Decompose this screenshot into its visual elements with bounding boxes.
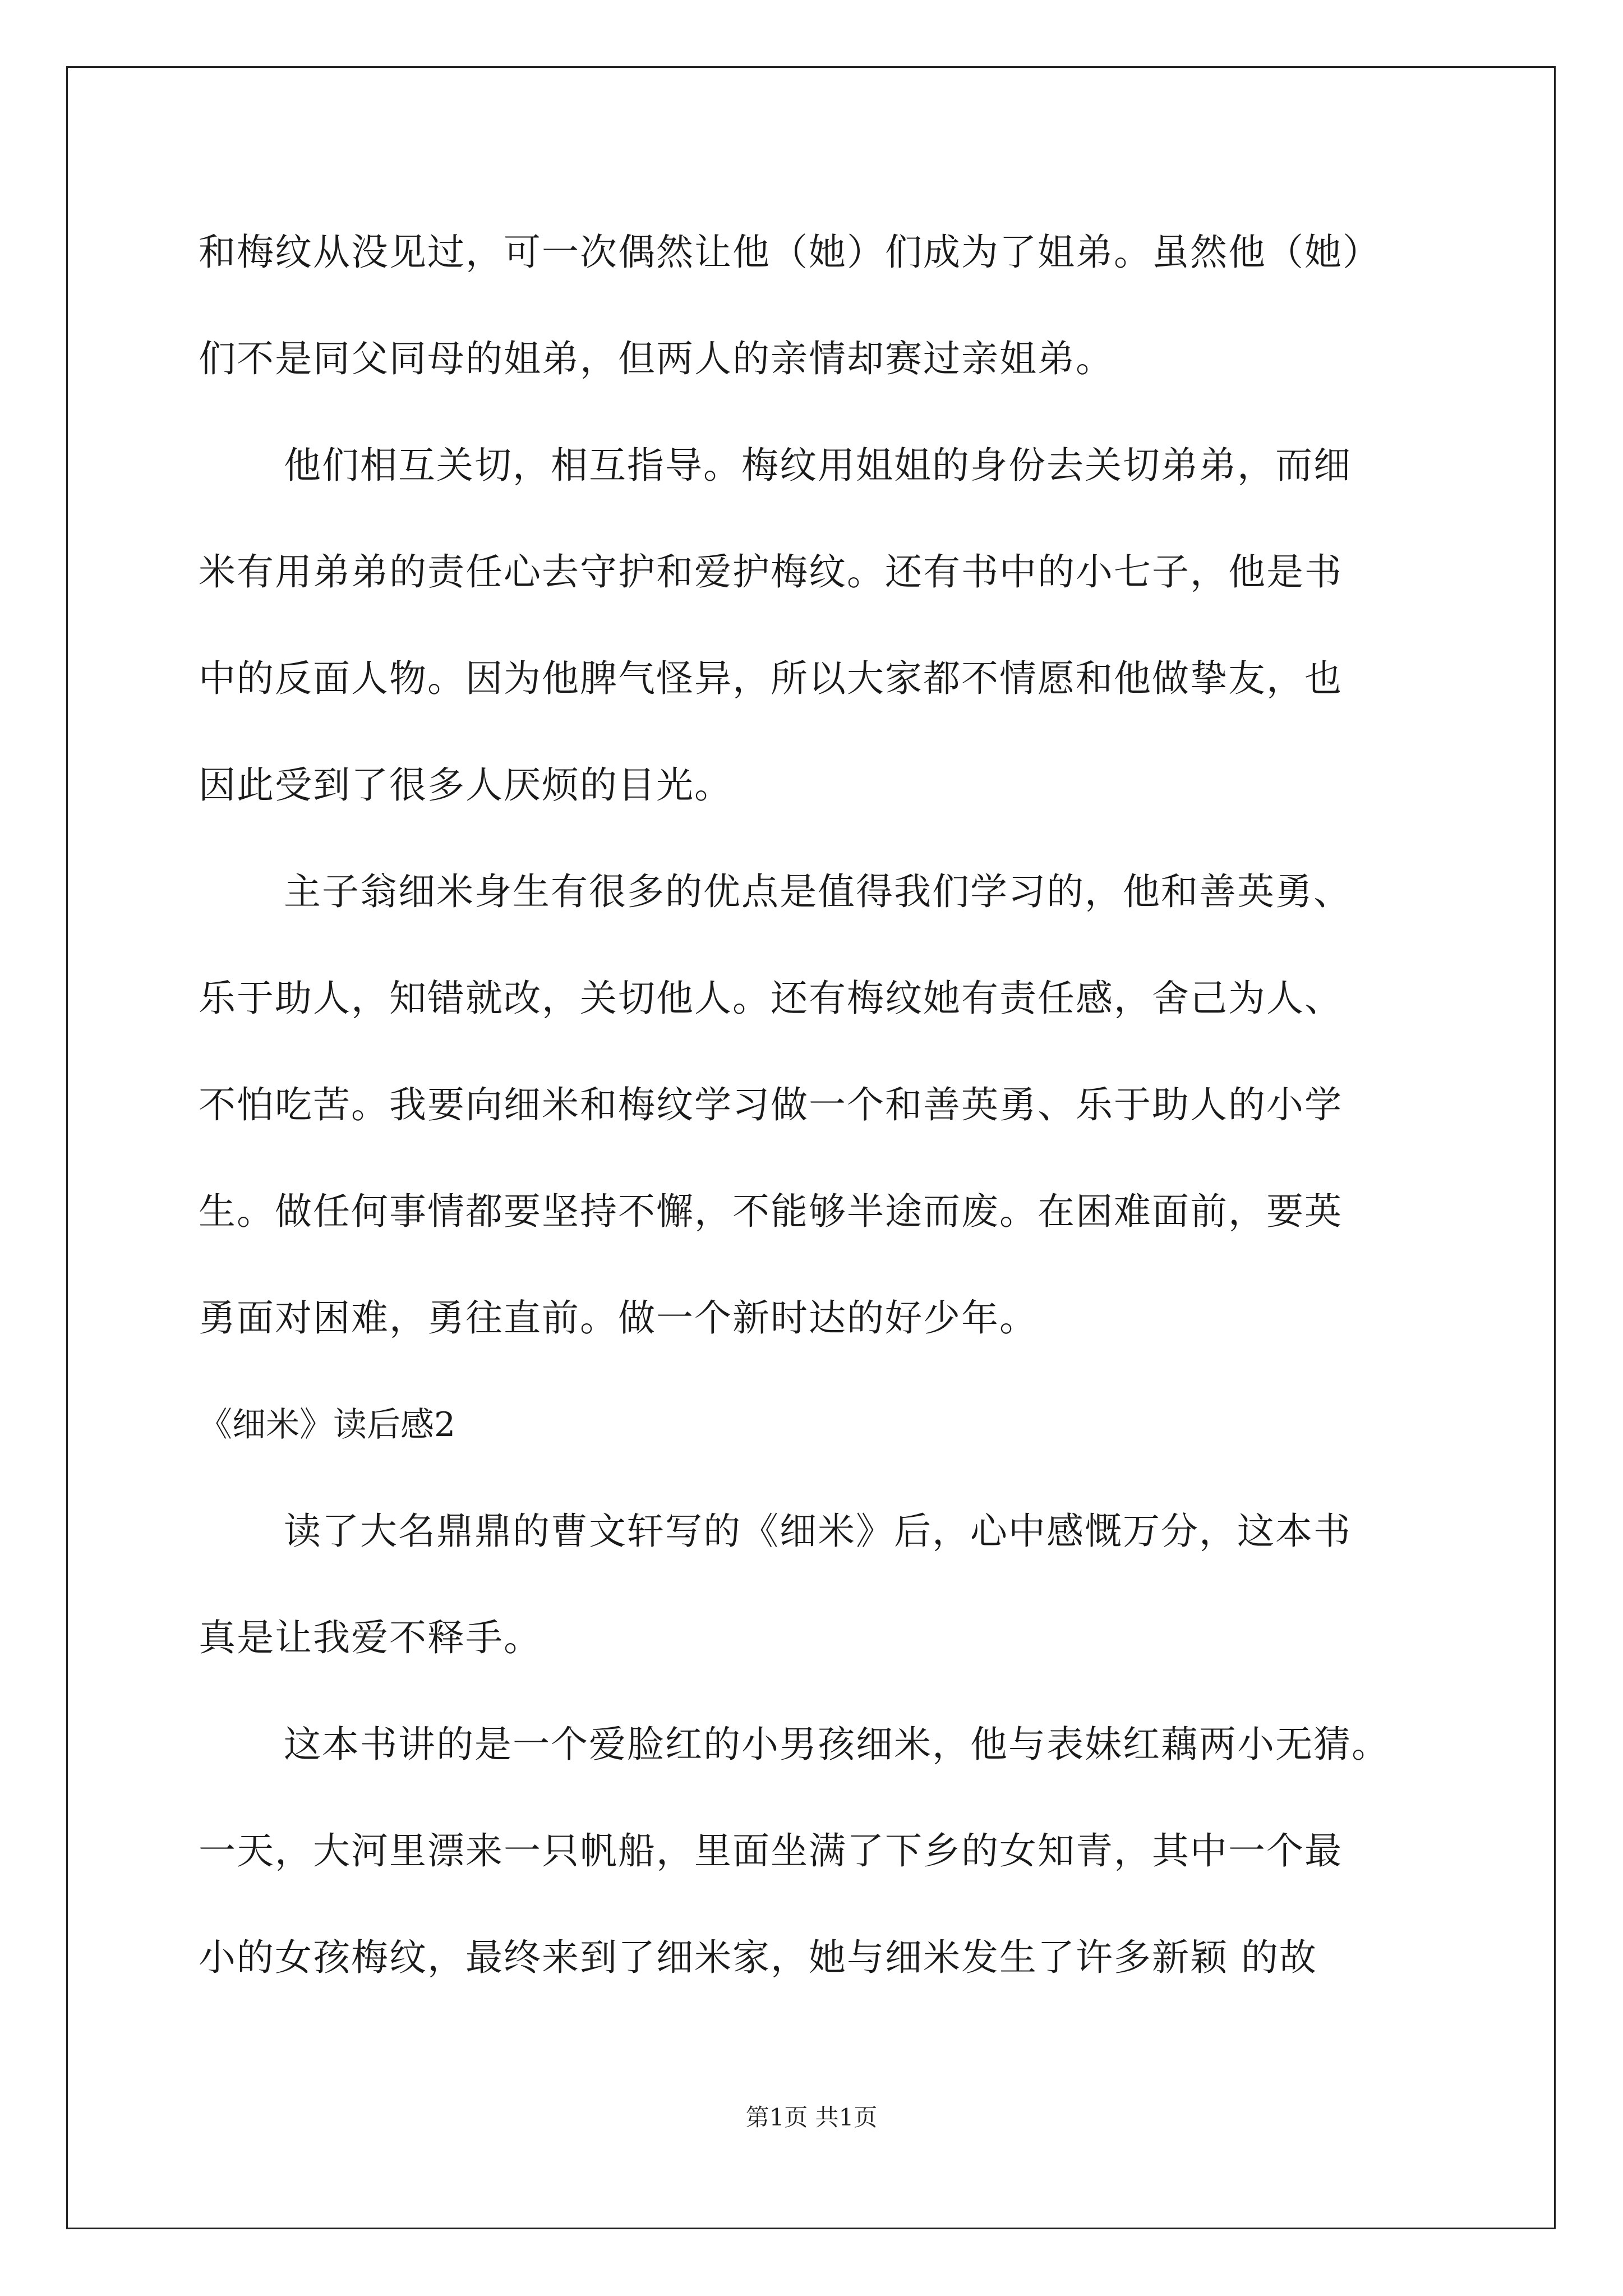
text-line: 这本书讲的是一个爱脸红的小男孩细米，他与表妹红藕两小无猜。 bbox=[284, 1723, 1390, 1766]
text-line: 因此受到了很多人厌烦的目光。 bbox=[199, 763, 732, 807]
text-line: 真是让我爱不释手。 bbox=[199, 1616, 542, 1659]
text-line: 读了大名鼎鼎的曹文轩写的《细米》后，心中感慨万分，这本书 bbox=[284, 1510, 1352, 1553]
text-line: 小的女孩梅纹，最终来到了细米家，她与细米发生了许多新颖 的故 bbox=[199, 1936, 1317, 1979]
text-line: 生。做任何事情都要坚持不懈，不能够半途而废。在困难面前，要英 bbox=[199, 1190, 1343, 1233]
text-line: 中的反面人物。因为他脾气怪异，所以大家都不情愿和他做挚友，也 bbox=[199, 657, 1343, 700]
text-line: 不怕吃苦。我要向细米和梅纹学习做一个和善英勇、乐于助人的小学 bbox=[199, 1083, 1343, 1126]
text-line: 和梅纹从没见过，可一次偶然让他（她）们成为了姐弟。虽然他（她） bbox=[199, 231, 1381, 274]
text-line: 他们相互关切，相互指导。梅纹用姐姐的身份去关切弟弟，而细 bbox=[284, 444, 1352, 487]
section-heading: 《细米》读后感2 bbox=[199, 1405, 456, 1444]
text-line: 米有用弟弟的责任心去守护和爱护梅纹。还有书中的小七子，他是书 bbox=[199, 550, 1343, 593]
text-line: 们不是同父同母的姐弟，但两人的亲情却赛过亲姐弟。 bbox=[199, 337, 1114, 380]
text-line: 勇面对困难，勇往直前。做一个新时达的好少年。 bbox=[199, 1296, 1038, 1340]
text-line: 主子翁细米身生有很多的优点是值得我们学习的，他和善英勇、 bbox=[284, 870, 1352, 913]
text-line: 一天，大河里漂来一只帆船，里面坐满了下乡的女知青，其中一个最 bbox=[199, 1829, 1343, 1872]
page-number-footer: 第1页 共1页 bbox=[745, 2104, 878, 2131]
text-line: 乐于助人，知错就改，关切他人。还有梅纹她有责任感，舍己为人、 bbox=[199, 977, 1343, 1020]
document-body bbox=[199, 199, 1466, 2011]
